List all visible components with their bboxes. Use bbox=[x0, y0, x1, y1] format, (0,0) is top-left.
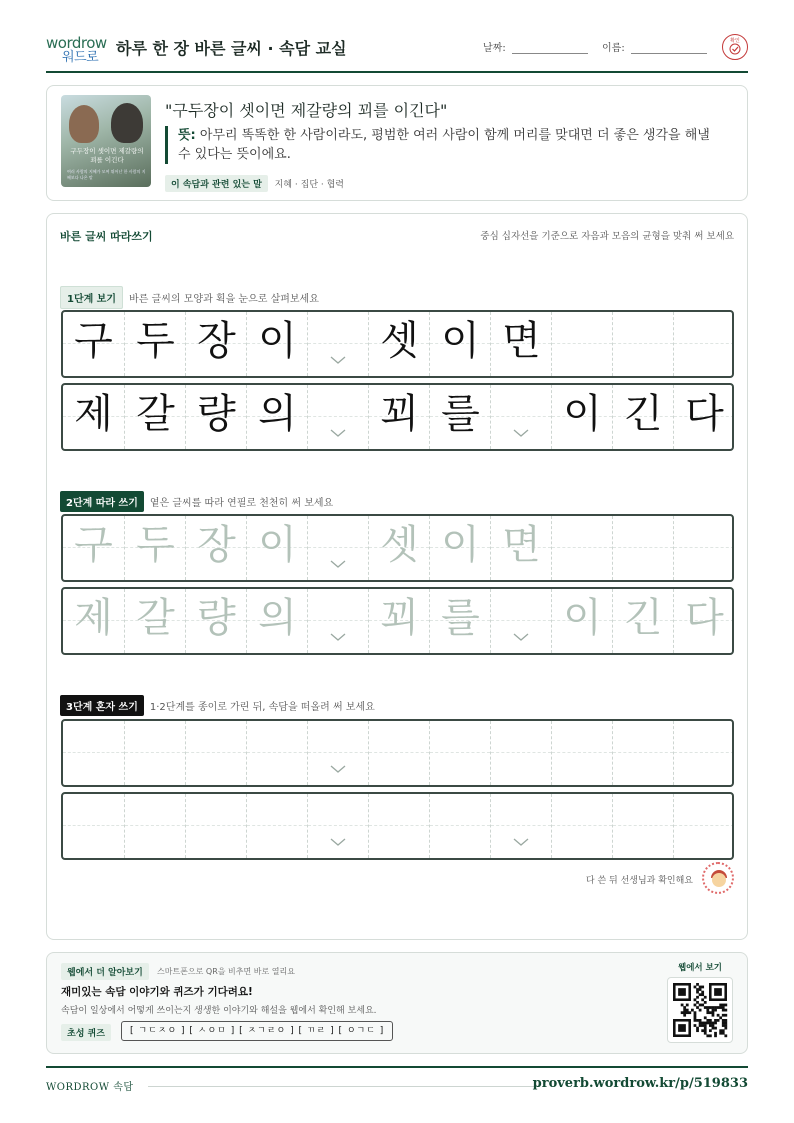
grid-cell[interactable] bbox=[368, 721, 429, 785]
step-desc: 옅은 글씨를 따라 연필로 천천히 써 보세요 bbox=[149, 498, 334, 509]
footer-brand: WORDROW 속담 bbox=[46, 1082, 134, 1093]
grid-cell[interactable] bbox=[612, 516, 673, 580]
grid-cell[interactable] bbox=[673, 721, 734, 785]
qr-label: 웹에서 보기 bbox=[677, 963, 722, 973]
wordrow-logo bbox=[46, 34, 108, 64]
tracing-grid[interactable] bbox=[61, 514, 734, 582]
space-mark-icon bbox=[330, 558, 346, 570]
grid-cell[interactable] bbox=[673, 589, 734, 653]
space-mark-icon bbox=[513, 631, 529, 643]
name-label: 이름: bbox=[602, 43, 625, 54]
grid-char: 셋 bbox=[380, 318, 419, 364]
meaning-label: 뜻: bbox=[178, 128, 196, 143]
grid-char: 제 bbox=[74, 595, 113, 641]
grid-char: 면 bbox=[502, 522, 541, 568]
grid-cell bbox=[429, 312, 490, 376]
grid-cell[interactable] bbox=[551, 516, 612, 580]
quiz-label: 초성 퀴즈 bbox=[61, 1024, 111, 1041]
logo-text-top: wordrow bbox=[46, 34, 107, 52]
grid-cell bbox=[551, 312, 612, 376]
grid-char: 갈 bbox=[136, 391, 175, 437]
practice-section bbox=[46, 213, 748, 940]
step-tag: 2단계 따라 쓰기 bbox=[60, 491, 144, 512]
related-keywords: 지혜 · 집단 · 협력 bbox=[274, 180, 344, 190]
grid-cell[interactable] bbox=[612, 721, 673, 785]
space-mark-icon bbox=[330, 427, 346, 439]
grid-cell[interactable] bbox=[307, 516, 368, 580]
step-3-header bbox=[60, 695, 375, 716]
grid-cell[interactable] bbox=[490, 516, 551, 580]
grid-cell[interactable] bbox=[185, 589, 246, 653]
grid-char: 이 bbox=[441, 522, 480, 568]
grid-cell[interactable] bbox=[368, 589, 429, 653]
grid-cell bbox=[307, 312, 368, 376]
grid-cell bbox=[63, 385, 124, 449]
web-tag: 웹에서 더 알아보기 bbox=[61, 963, 149, 980]
page-title: 하루 한 장 바른 글씨 · 속담 교실 bbox=[116, 39, 347, 58]
space-mark-icon bbox=[513, 836, 529, 848]
step-desc: 1·2단계를 종이로 가린 뒤, 속담을 떠올려 써 보세요 bbox=[149, 702, 375, 713]
footer-url[interactable]: proverb.wordrow.kr/p/519833 bbox=[532, 1076, 748, 1091]
grid-cell bbox=[368, 385, 429, 449]
illustration-caption: 구두장이 셋이면 제갈량의 꾀를 이긴다 bbox=[70, 147, 144, 164]
name-field[interactable] bbox=[631, 53, 707, 54]
grid-cell[interactable] bbox=[124, 721, 185, 785]
meaning-text: 아무리 똑똑한 한 사람이라도, 평범한 여러 사람이 함께 머리를 맞대면 더 좋은 생각을 해낼 수 있다는 뜻이에요. bbox=[178, 128, 710, 162]
grid-char: 를 bbox=[441, 391, 480, 437]
writing-grid bbox=[61, 310, 734, 378]
grid-cell[interactable] bbox=[124, 516, 185, 580]
step-desc: 바른 글씨의 모양과 획을 눈으로 살펴보세요 bbox=[129, 294, 319, 305]
grid-cell[interactable] bbox=[63, 516, 124, 580]
stamp-text: 확인 bbox=[730, 38, 740, 44]
space-mark-icon bbox=[330, 354, 346, 366]
check-stamp-icon bbox=[722, 34, 748, 60]
person-figure bbox=[69, 105, 99, 143]
grid-cell[interactable] bbox=[551, 721, 612, 785]
grid-char: 를 bbox=[441, 595, 480, 641]
grid-cell bbox=[612, 312, 673, 376]
space-mark-icon bbox=[330, 836, 346, 848]
mascot-icon bbox=[702, 862, 734, 894]
grid-cell[interactable] bbox=[124, 794, 185, 858]
grid-cell[interactable] bbox=[307, 721, 368, 785]
grid-char: 갈 bbox=[136, 595, 175, 641]
grid-cell[interactable] bbox=[63, 794, 124, 858]
step-1-header bbox=[60, 286, 319, 309]
practice-hint: 중심 십자선을 기준으로 자음과 모음의 균형을 맞춰 써 보세요 bbox=[480, 231, 734, 242]
step-tag: 3단계 혼자 쓰기 bbox=[60, 695, 144, 716]
page-footer bbox=[46, 1066, 748, 1100]
web-headline: 재미있는 속담 이야기와 퀴즈가 기다려요! bbox=[61, 986, 253, 998]
grid-char: 긴 bbox=[624, 595, 663, 641]
grid-char: 다 bbox=[685, 595, 724, 641]
grid-char: 이 bbox=[441, 318, 480, 364]
step-2-header bbox=[60, 491, 333, 512]
grid-cell bbox=[673, 385, 734, 449]
grid-cell[interactable] bbox=[551, 794, 612, 858]
grid-cell[interactable] bbox=[185, 721, 246, 785]
grid-cell[interactable] bbox=[246, 516, 307, 580]
space-mark-icon bbox=[513, 427, 529, 439]
grid-cell[interactable] bbox=[246, 794, 307, 858]
grid-cell[interactable] bbox=[185, 516, 246, 580]
grid-char: 이 bbox=[563, 595, 602, 641]
tracing-grid[interactable] bbox=[61, 587, 734, 655]
related-label: 이 속담과 관련 있는 말 bbox=[165, 175, 268, 192]
grid-cell bbox=[612, 385, 673, 449]
grid-char: 꾀 bbox=[380, 391, 419, 437]
footer-divider bbox=[148, 1086, 538, 1087]
grid-char: 의 bbox=[258, 595, 297, 641]
grid-cell[interactable] bbox=[63, 721, 124, 785]
grid-cell bbox=[307, 385, 368, 449]
free-writing-grid[interactable] bbox=[61, 719, 734, 787]
grid-cell bbox=[551, 385, 612, 449]
proverb-quote: "구두장이 셋이면 제갈량의 꾀를 이긴다" bbox=[165, 101, 448, 120]
grid-char: 면 bbox=[502, 318, 541, 364]
web-promo-box bbox=[46, 952, 748, 1054]
grid-char: 셋 bbox=[380, 522, 419, 568]
grid-char: 량 bbox=[197, 595, 236, 641]
proverb-meaning bbox=[165, 126, 725, 164]
grid-cell[interactable] bbox=[185, 794, 246, 858]
date-label: 날짜: bbox=[483, 43, 506, 54]
grid-cell bbox=[63, 312, 124, 376]
grid-char: 구 bbox=[74, 522, 113, 568]
free-writing-grid[interactable] bbox=[61, 792, 734, 860]
related-words bbox=[165, 175, 344, 192]
grid-char: 이 bbox=[563, 391, 602, 437]
mascot-face bbox=[712, 873, 726, 887]
grid-cell bbox=[673, 312, 734, 376]
grid-cell[interactable] bbox=[490, 794, 551, 858]
qr-code-icon[interactable] bbox=[667, 977, 733, 1043]
grid-cell[interactable] bbox=[673, 794, 734, 858]
grid-cell bbox=[246, 385, 307, 449]
grid-cell[interactable] bbox=[551, 589, 612, 653]
grid-char: 제 bbox=[74, 391, 113, 437]
person-figure bbox=[111, 103, 143, 143]
grid-cell[interactable] bbox=[612, 589, 673, 653]
grid-cell[interactable] bbox=[246, 721, 307, 785]
chosung-quiz: [ ㄱㄷㅈㅇ ] [ ㅅㅇㅁ ] [ ㅈㄱㄹㅇ ] [ ㄲㄹ ] [ ㅇㄱㄷ ] bbox=[121, 1021, 393, 1041]
grid-char: 두 bbox=[136, 522, 175, 568]
proverb-card bbox=[46, 85, 748, 201]
illustration-subcaption: 여러 사람의 지혜가 모여 뛰어난 한 사람의 지혜보다 나은 말 bbox=[67, 169, 146, 180]
grid-char: 량 bbox=[197, 391, 236, 437]
grid-cell[interactable] bbox=[490, 589, 551, 653]
grid-cell bbox=[124, 312, 185, 376]
grid-cell[interactable] bbox=[612, 794, 673, 858]
grid-cell[interactable] bbox=[246, 589, 307, 653]
page-header bbox=[46, 28, 748, 73]
grid-cell[interactable] bbox=[673, 516, 734, 580]
teacher-check-text: 다 쓴 뒤 선생님과 확인해요 bbox=[585, 876, 693, 886]
grid-char: 장 bbox=[197, 318, 236, 364]
grid-cell bbox=[185, 385, 246, 449]
grid-cell bbox=[185, 312, 246, 376]
grid-cell[interactable] bbox=[307, 589, 368, 653]
grid-char: 의 bbox=[258, 391, 297, 437]
grid-cell[interactable] bbox=[368, 516, 429, 580]
grid-char: 장 bbox=[197, 522, 236, 568]
grid-cell bbox=[429, 385, 490, 449]
date-field[interactable] bbox=[512, 53, 588, 54]
writing-grid bbox=[61, 383, 734, 451]
grid-cell[interactable] bbox=[63, 589, 124, 653]
space-mark-icon bbox=[330, 631, 346, 643]
grid-char: 이 bbox=[258, 318, 297, 364]
space-mark-icon bbox=[330, 763, 346, 775]
grid-cell[interactable] bbox=[124, 589, 185, 653]
grid-cell[interactable] bbox=[429, 794, 490, 858]
grid-char: 다 bbox=[685, 391, 724, 437]
grid-char: 구 bbox=[74, 318, 113, 364]
grid-char: 긴 bbox=[624, 391, 663, 437]
grid-cell[interactable] bbox=[429, 589, 490, 653]
practice-title: 바른 글씨 따라쓰기 bbox=[60, 230, 153, 243]
grid-cell[interactable] bbox=[429, 516, 490, 580]
grid-cell[interactable] bbox=[307, 794, 368, 858]
web-desc: 스마트폰으로 QR을 비추면 바로 열리요 bbox=[157, 967, 295, 976]
proverb-illustration bbox=[61, 95, 151, 187]
grid-cell[interactable] bbox=[490, 721, 551, 785]
grid-char: 꾀 bbox=[380, 595, 419, 641]
logo-text-bottom: 워드로 bbox=[62, 50, 99, 65]
grid-cell bbox=[124, 385, 185, 449]
grid-cell[interactable] bbox=[368, 794, 429, 858]
grid-cell[interactable] bbox=[429, 721, 490, 785]
grid-cell bbox=[490, 385, 551, 449]
grid-cell bbox=[368, 312, 429, 376]
grid-char: 이 bbox=[258, 522, 297, 568]
web-body: 속담이 일상에서 어떻게 쓰이는지 생생한 이야기와 해설을 웹에서 확인해 보세요. bbox=[61, 1006, 377, 1016]
grid-cell bbox=[490, 312, 551, 376]
grid-char: 두 bbox=[136, 318, 175, 364]
grid-cell bbox=[246, 312, 307, 376]
step-tag: 1단계 보기 bbox=[60, 286, 123, 309]
